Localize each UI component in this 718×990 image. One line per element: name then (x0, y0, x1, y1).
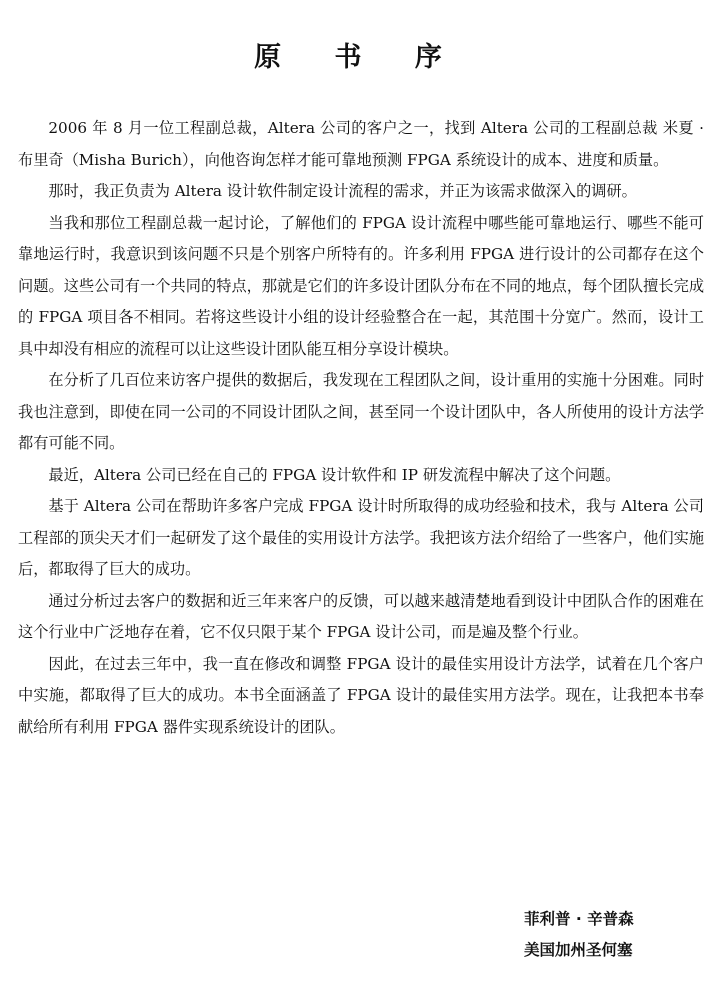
paragraph-2: 那时，我正负责为 Altera 设计软件制定设计流程的需求，并正为该需求做深入的调研。 (48, 182, 637, 200)
paragraph-1: 2006 年 8 月一位工程副总裁，Altera 公司的客户之一，找到 Altera 公司的工程副总裁 米夏 · 布里奇（Misha Burich），向他咨询怎样才能可靠地预测 FPGA 系统设计的成本、进度和质量。 (18, 119, 704, 169)
author-location: 美国加州圣何塞 (524, 941, 633, 959)
paragraph-5: 最近，Altera 公司已经在自己的 FPGA 设计软件和 IP 研发流程中解决了这个问题。 (48, 465, 621, 484)
paragraph-6: 基于 Altera 公司在帮助许多客户完成 FPGA 设计时所取得的成功经验和技术，我与 Altera 公司工程部的顶尖天才们一起研发了这个最佳的实用设计方法学。我把该方法介绍给了一些客户，他们实施后，都取得了巨大的成功。 (18, 497, 704, 578)
paragraph-4: 在分析了几百位来访客户提供的数据后，我发现在工程团队之间，设计重用的实施十分困难。同时我也注意到，即使在同一公司的不同设计团队之间，甚至同一个设计团队中，各人所使用的设计方法学都有可能不同。 (18, 371, 704, 452)
paragraph-7: 通过分析过去客户的数据和近三年来客户的反馈，可以越来越清楚地看到设计中团队合作的困难在这个行业中广泛地存在着，它不仅只限于某个 FPGA 设计公司，而是遍及整个行业。 (18, 591, 704, 641)
page-title: 原 书 序 (254, 42, 464, 74)
preface-body (18, 113, 704, 743)
author-name: 菲利普 · 辛普森 (524, 910, 634, 928)
signature-block (524, 904, 704, 966)
paragraph-3: 当我和那位工程副总裁一起讨论，了解他们的 FPGA 设计流程中哪些能可靠地运行、哪些不能可靠地运行时，我意识到该问题不只是个别客户所特有的。许多利用 FPGA 进行设计的公司都存在这个问题。这些公司有一个共同的特点，那就是它们的许多设计团队分布在不同的地点，每个团队擅长完成的 FPGA 项目各不相同。若将这些设计小组的设计经验整合在一起，其范围十分宽广。然而，设计工具中却没有相应的流程可以让这些设计团队能互相分享设计模块。 (18, 213, 704, 358)
paragraph-8: 因此，在过去三年中，我一直在修改和调整 FPGA 设计的最佳实用设计方法学，试着在几个客户中实施，都取得了巨大的成功。本书全面涵盖了 FPGA 设计的最佳实用方法学。现在，让我把本书奉献给所有利用 FPGA 器件实现系统设计的团队。 (18, 654, 704, 736)
